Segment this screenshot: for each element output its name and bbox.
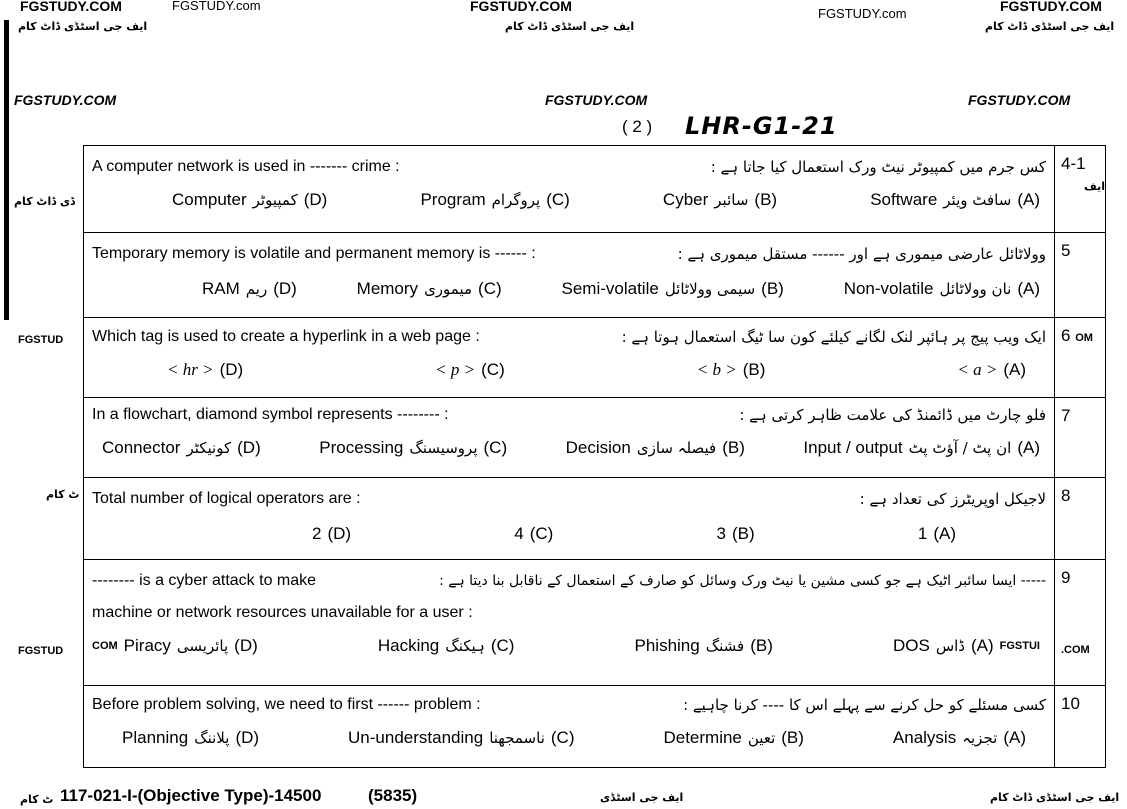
question-text-ur: کسی مسئلے کو حل کرنے سے پہلے اس کا ---- کرنا چاہیے : xyxy=(683,696,1046,714)
question-row xyxy=(84,318,1106,398)
margin-urdu-watermark-2: ٹ کام xyxy=(46,488,80,501)
question-number: 10 xyxy=(1055,686,1106,768)
scan-edge-bar xyxy=(4,20,9,320)
question-text-ur: ایک ویب پیج پر ہائپر لنک لگانے کیلئے کون سا ٹیگ استعمال ہوتا ہے : xyxy=(621,328,1046,346)
margin-watermark-fgstud-1: FGSTUD xyxy=(18,334,64,346)
option-b: Cyber سائبر (B) xyxy=(662,190,778,209)
mcq-table xyxy=(83,145,1106,768)
page-number: ( 2 ) xyxy=(622,117,653,136)
watermark-top-right-light: FGSTUDY.com xyxy=(818,6,907,21)
question-number: 8 xyxy=(1055,478,1106,560)
option-a: Analysis تجزیہ (A) xyxy=(892,728,1026,747)
question-text-en: Temporary memory is volatile and permanent memory is ------ : xyxy=(92,245,536,262)
watermark-row2-right: FGSTUDY.COM xyxy=(968,92,1071,108)
option-b: Phishing فشنگ (B) xyxy=(634,636,773,655)
paper-code-handwritten: LHR-G1-21 xyxy=(685,112,838,140)
option-d: < hr > (D) xyxy=(167,360,244,379)
question-body xyxy=(84,146,1055,233)
option-d: Planning پلاننگ (D) xyxy=(122,728,260,747)
watermark-top-center: FGSTUDY.COM xyxy=(470,0,572,14)
question-body xyxy=(84,318,1055,398)
question-row xyxy=(84,686,1106,768)
option-b: Decision فیصلہ سازی (B) xyxy=(565,438,745,457)
option-b: < b > (B) xyxy=(696,360,766,379)
footer-urdu-mid: ایف جی اسٹڈی xyxy=(600,791,684,804)
question-text-en-line1: -------- is a cyber attack to make xyxy=(92,572,317,589)
question-body xyxy=(84,233,1055,318)
question-number: 7 xyxy=(1055,398,1106,478)
option-a: Input / output ان پٹ / آؤٹ پٹ (A) xyxy=(803,438,1040,457)
question-text-ur: ----- ایسا سائبر اٹیک ہے جو کسی مشین یا نیٹ ورک وسائل کو صارف کے استعمال کے ناقابل بنا دیتا ہے : xyxy=(439,573,1046,589)
question-body xyxy=(84,398,1055,478)
option-b: 3 (B) xyxy=(716,524,755,543)
watermark-top-right: FGSTUDY.COM xyxy=(1000,0,1102,14)
option-d: RAM ریم (D) xyxy=(202,279,297,298)
question-body xyxy=(84,560,1055,686)
question-text-ur: فلو چارٹ میں ڈائمنڈ کی علامت ظاہر کرتی ہے : xyxy=(739,406,1046,424)
margin-urdu-watermark-1: ڈی ڈاٹ کام xyxy=(14,195,75,208)
footer-urdu-left: ٹ کام xyxy=(20,793,54,806)
option-c: Un-understanding ناسمجھنا (C) xyxy=(348,728,575,747)
footer-urdu-right: ایف جی اسٹڈی ڈاٹ کام xyxy=(990,791,1120,804)
watermark-top-left-light: FGSTUDY.com xyxy=(172,0,261,13)
question-text-ur: لاجیکل اوپریٹرز کی تعداد ہے : xyxy=(859,490,1046,508)
option-c: 4 (C) xyxy=(514,524,554,543)
question-row xyxy=(84,146,1106,233)
question-text-ur: وولاٹائل عارضی میموری ہے اور ------ مستقل میموری ہے : xyxy=(677,245,1046,263)
question-body xyxy=(84,686,1055,768)
question-text-en: Which tag is used to create a hyperlink in a web page : xyxy=(92,328,480,345)
option-a: 1 (A) xyxy=(917,524,956,543)
question-number: 5 xyxy=(1055,233,1106,318)
option-c: Memory میموری (C) xyxy=(356,279,502,298)
question-row xyxy=(84,233,1106,318)
question-text-en: Total number of logical operators are : xyxy=(92,490,361,507)
question-number: 9 .COM xyxy=(1055,560,1106,686)
option-a: Non-volatile نان وولاٹائل (A) xyxy=(843,279,1040,298)
question-row xyxy=(84,478,1106,560)
urdu-watermark-top-left: ایف جی اسٹڈی ڈاٹ کام xyxy=(18,20,148,33)
question-text-en: Before problem solving, we need to first ------ problem : xyxy=(92,696,481,713)
option-d: Computer کمپیوٹر (D) xyxy=(172,190,328,209)
question-number: 6 OM xyxy=(1055,318,1106,398)
question-text-en: In a flowchart, diamond symbol represents -------- : xyxy=(92,406,449,423)
option-b: Determine تعین (B) xyxy=(663,728,804,747)
question-row xyxy=(84,560,1106,686)
question-row xyxy=(84,398,1106,478)
option-a: DOS ڈاس (A) FGSTUI xyxy=(892,636,1040,655)
footer-count: (5835) xyxy=(368,786,418,805)
option-c: Program پروگرام (C) xyxy=(420,190,570,209)
footer-paper-code: 117-021-I-(Objective Type)-14500 xyxy=(60,786,322,805)
option-a: Software سافٹ ویئر (A) xyxy=(870,190,1040,209)
option-d: Connector کونیکٹر (D) xyxy=(102,438,261,457)
option-b: Semi-volatile سیمی وولاٹائل (B) xyxy=(561,279,784,298)
option-d: COM Piracy پائریسی (D) xyxy=(92,636,258,655)
question-number: 4-1 ایف xyxy=(1055,146,1106,233)
option-a: < a > (A) xyxy=(957,360,1026,379)
option-c: Processing پروسیسنگ (C) xyxy=(319,438,508,457)
question-text-en-line2: machine or network resources unavailable for a user : xyxy=(92,604,473,621)
watermark-top-left: FGSTUDY.COM xyxy=(20,0,122,14)
urdu-watermark-top-center: ایف جی اسٹڈی ڈاٹ کام xyxy=(505,20,635,33)
watermark-row2-left: FGSTUDY.COM xyxy=(14,92,117,108)
margin-watermark-fgstud-2: FGSTUD xyxy=(18,645,64,657)
option-d: 2 (D) xyxy=(312,524,352,543)
watermark-row2-center: FGSTUDY.COM xyxy=(545,92,648,108)
question-text-ur: کس جرم میں کمپیوٹر نیٹ ورک استعمال کیا جاتا ہے : xyxy=(710,158,1046,176)
question-text-en: A computer network is used in ------- crime : xyxy=(92,158,400,175)
option-c: Hacking ہیکنگ (C) xyxy=(377,636,515,655)
option-c: < p > (C) xyxy=(435,360,505,379)
urdu-watermark-top-right: ایف جی اسٹڈی ڈاٹ کام xyxy=(985,20,1115,33)
question-body xyxy=(84,478,1055,560)
